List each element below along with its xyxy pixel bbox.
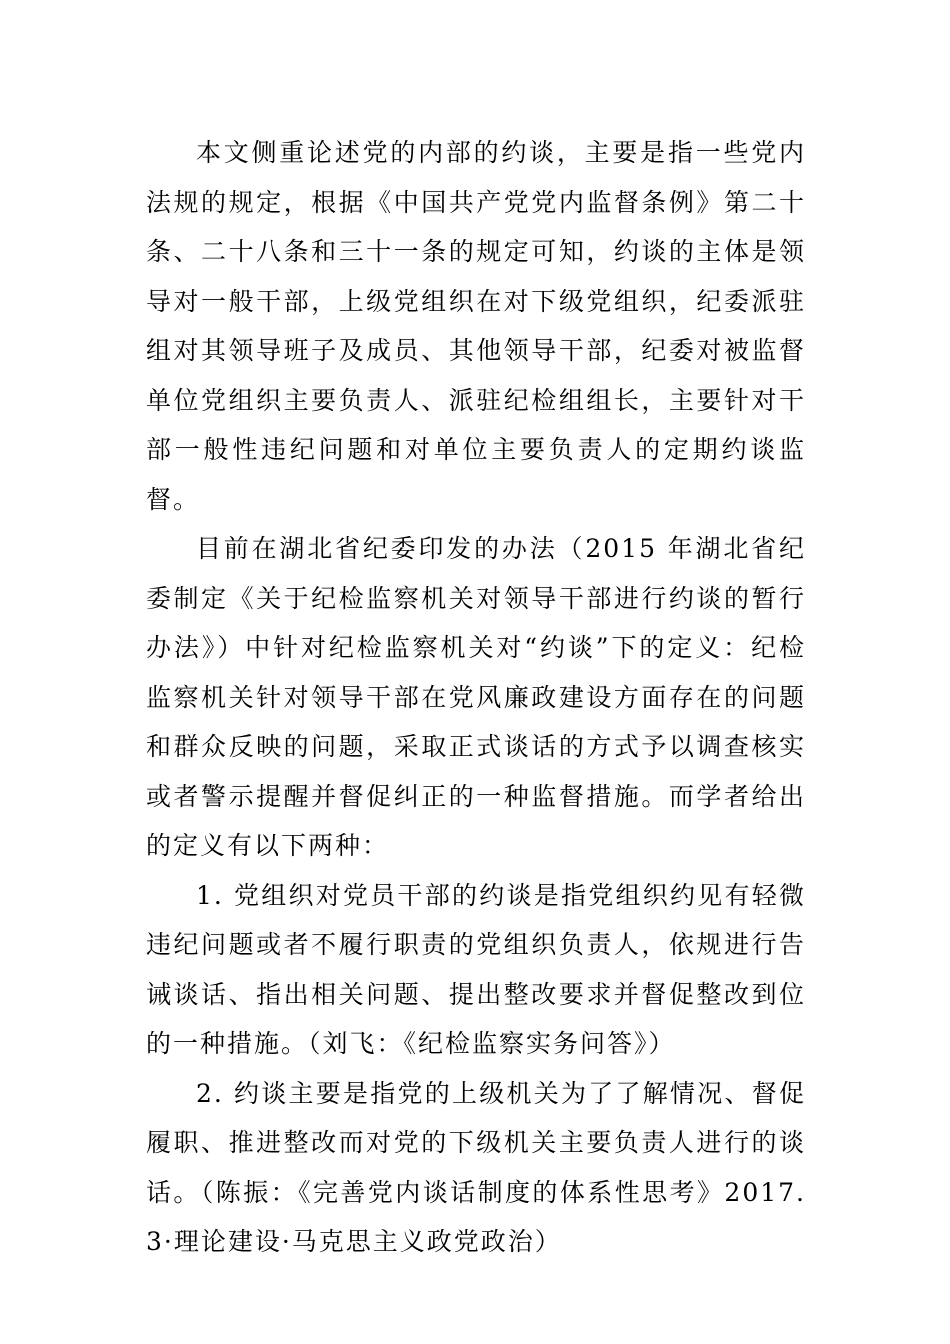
- paragraph-definition-1: 1. 党组织对党员干部的约谈是指党组织约见有轻微违纪问题或者不履行职责的党组织负责人，依规进行告诫谈话、指出相关问题、提出整改要求并督促整改到位的一种措施。（刘飞：《纪检监察实务问答》）: [146, 880, 806, 1058]
- document-body: [146, 128, 806, 1267]
- paragraph-definition-2: 2. 约谈主要是指党的上级机关为了了解情况、督促履职、推进整改而对党的下级机关主要负责人进行的谈话。（陈振：《完善党内谈话制度的体系性思考》2017.3·理论建设·马克思主义政党政治）: [146, 1078, 806, 1256]
- paragraph-hubei-definition: 目前在湖北省纪委印发的办法（2015 年湖北省纪委制定《关于纪检监察机关对领导干部进行约谈的暂行办法》）中针对纪检监察机关对“约谈”下的定义：纪检监察机关针对领导干部在党风廉政建设方面存在的问题和群众反映的问题，采取正式谈话的方式予以调查核实或者警示提醒并督促纠正的一种监督措施。而学者给出的定义有以下两种：: [146, 534, 806, 860]
- paragraph-interview-subjects: 本文侧重论述党的内部的约谈，主要是指一些党内法规的规定，根据《中国共产党党内监督条例》第二十条、二十八条和三十一条的规定可知，约谈的主体是领导对一般干部，上级党组织在对下级党组织，纪委派驻组对其领导班子及成员、其他领导干部，纪委对被监督单位党组织主要负责人、派驻纪检组组长，主要针对干部一般性违纪问题和对单位主要负责人的定期约谈监督。: [146, 138, 806, 514]
